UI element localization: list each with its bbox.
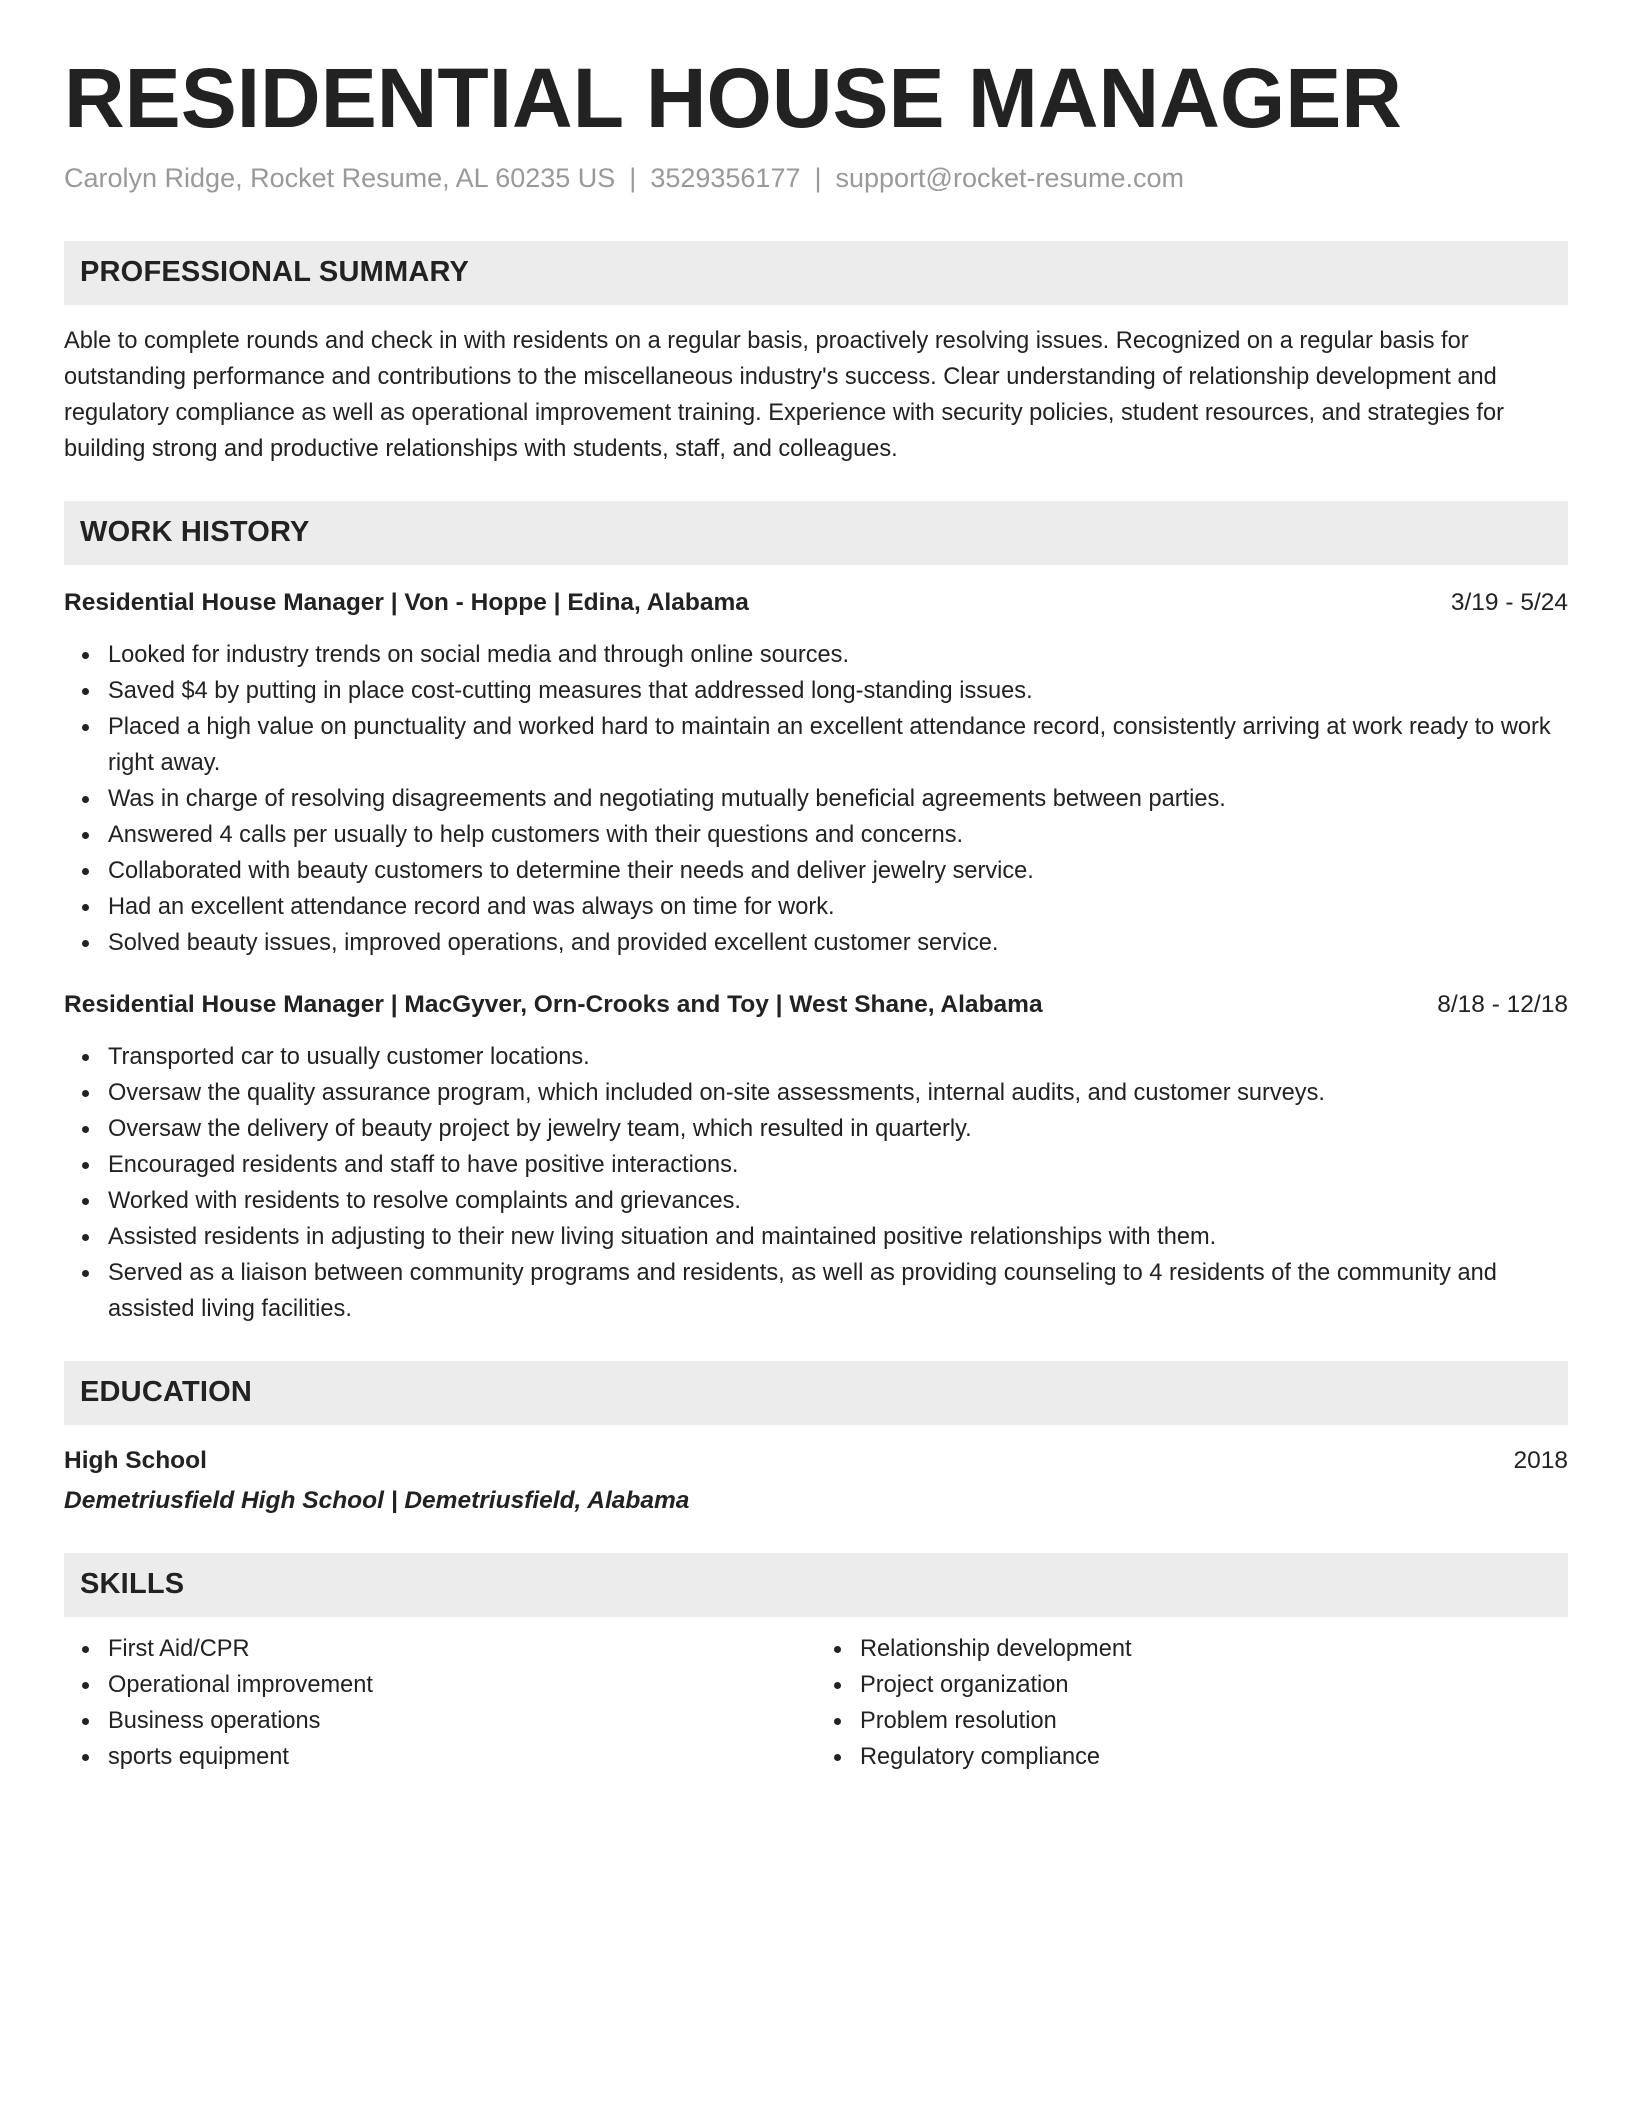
job-entry bbox=[64, 585, 1568, 961]
job-header bbox=[64, 987, 1568, 1023]
list-item: Oversaw the quality assurance program, which included on-site assessments, internal audits, and customer surveys. bbox=[108, 1075, 1568, 1111]
section-header-skills bbox=[64, 1553, 1568, 1617]
list-item: Served as a liaison between community programs and residents, as well as providing counseling to 4 residents of the community and assisted living facilities. bbox=[108, 1255, 1568, 1327]
contact-separator: | bbox=[814, 163, 822, 194]
list-item: Looked for industry trends on social media and through online sources. bbox=[108, 637, 1568, 673]
list-item: Project organization bbox=[860, 1667, 1568, 1703]
skills-column-right bbox=[816, 1631, 1568, 1775]
job-bullets bbox=[64, 637, 1568, 961]
list-item: First Aid/CPR bbox=[108, 1631, 816, 1667]
list-item: sports equipment bbox=[108, 1739, 816, 1775]
list-item: Answered 4 calls per usually to help customers with their questions and concerns. bbox=[108, 817, 1568, 853]
list-item: Relationship development bbox=[860, 1631, 1568, 1667]
contact-address: Carolyn Ridge, Rocket Resume, AL 60235 US bbox=[64, 163, 616, 194]
job-heading: Residential House Manager | MacGyver, Orn-Crooks and Toy | West Shane, Alabama bbox=[64, 990, 1043, 1018]
section-header-education bbox=[64, 1361, 1568, 1425]
list-item: Placed a high value on punctuality and worked hard to maintain an excellent attendance record, consistently arriving at work ready to work right away. bbox=[108, 709, 1568, 781]
list-item: Had an excellent attendance record and was always on time for work. bbox=[108, 889, 1568, 925]
education-entry bbox=[64, 1443, 1568, 1519]
resume-title: RESIDENTIAL HOUSE MANAGER bbox=[64, 51, 1402, 145]
job-dates: 8/18 - 12/18 bbox=[1437, 990, 1568, 1018]
list-item: Saved $4 by putting in place cost-cutting measures that addressed long-standing issues. bbox=[108, 673, 1568, 709]
list-item: Oversaw the delivery of beauty project by jewelry team, which resulted in quarterly. bbox=[108, 1111, 1568, 1147]
section-title: SKILLS bbox=[80, 1568, 185, 1601]
contact-line bbox=[64, 162, 1568, 194]
job-dates: 3/19 - 5/24 bbox=[1450, 588, 1568, 616]
list-item: Assisted residents in adjusting to their new living situation and maintained positive relationships with them. bbox=[108, 1219, 1568, 1255]
education-degree: High School bbox=[64, 1446, 207, 1474]
job-header bbox=[64, 585, 1568, 621]
education-school: Demetriusfield High School | Demetriusfield, Alabama bbox=[64, 1486, 690, 1514]
section-header-summary bbox=[64, 241, 1568, 305]
skills-column-left bbox=[64, 1631, 816, 1775]
job-entry bbox=[64, 987, 1568, 1327]
list-item: Problem resolution bbox=[860, 1703, 1568, 1739]
list-item: Collaborated with beauty customers to determine their needs and deliver jewelry service. bbox=[108, 853, 1568, 889]
list-item: Worked with residents to resolve complaints and grievances. bbox=[108, 1183, 1568, 1219]
list-item: Encouraged residents and staff to have positive interactions. bbox=[108, 1147, 1568, 1183]
education-year: 2018 bbox=[1513, 1446, 1568, 1474]
list-item: Transported car to usually customer locations. bbox=[108, 1039, 1568, 1075]
section-title: EDUCATION bbox=[80, 1376, 253, 1409]
contact-separator: | bbox=[629, 163, 637, 194]
education-header bbox=[64, 1443, 1568, 1479]
list-item: Solved beauty issues, improved operations, and provided excellent customer service. bbox=[108, 925, 1568, 961]
resume-page bbox=[64, 52, 1568, 1775]
section-header-work-history bbox=[64, 501, 1568, 565]
list-item: Regulatory compliance bbox=[860, 1739, 1568, 1775]
contact-phone: 3529356177 bbox=[650, 163, 801, 194]
list-item: Was in charge of resolving disagreements and negotiating mutually beneficial agreements between parties. bbox=[108, 781, 1568, 817]
section-title: WORK HISTORY bbox=[80, 516, 310, 549]
contact-email: support@rocket-resume.com bbox=[835, 163, 1185, 194]
job-bullets bbox=[64, 1039, 1568, 1327]
section-title: PROFESSIONAL SUMMARY bbox=[80, 256, 470, 289]
skills-list bbox=[64, 1631, 1568, 1775]
list-item: Operational improvement bbox=[108, 1667, 816, 1703]
job-heading: Residential House Manager | Von - Hoppe | Edina, Alabama bbox=[64, 588, 749, 616]
list-item: Business operations bbox=[108, 1703, 816, 1739]
summary-text: Able to complete rounds and check in with residents on a regular basis, proactively resolving issues. Recognized on a regular basis for outstanding performance and contributions to the miscellaneous industry's success. Clear understanding of relationship development and regulatory compliance as well as operational improvement training. Experience with security policies, student resources, and strategies for building strong and productive relationships with students, staff, and colleagues. bbox=[64, 327, 1504, 462]
